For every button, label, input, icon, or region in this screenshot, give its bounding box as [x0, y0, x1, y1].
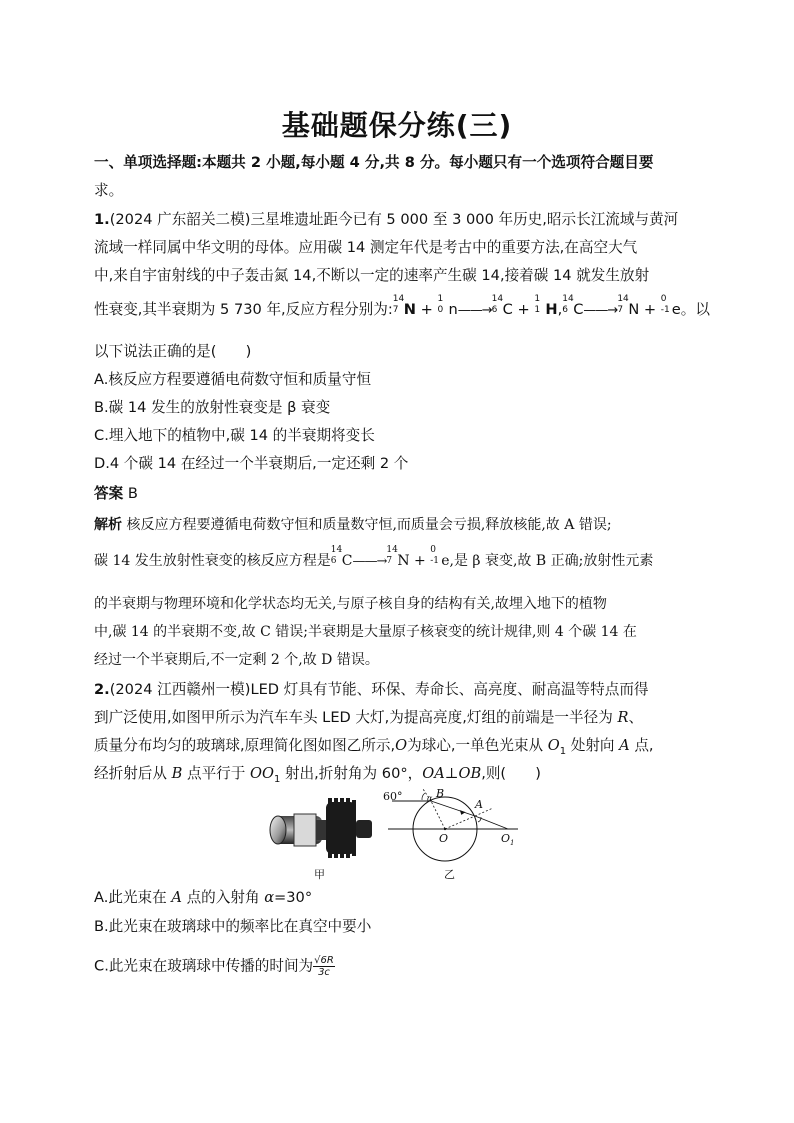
decay-equation: 14 6 C——→ 14 7 N + 0 -1 e — [330, 545, 450, 569]
led-headlight-image — [268, 790, 380, 860]
q2-line4: 经折射后从 B 点平行于 $OO_1$ 射出,折射角为 60°，OA⊥OB,则( ) — [94, 765, 541, 785]
q1-analysis-line5: 经过一个半衰期后,不一定剩 2 个,故 D 错误。 — [94, 652, 379, 668]
q1-line3: 中,来自宇宙射线的中子轰击氮 14,不断以一定的速率产生碳 14,接着碳 14 就发生放射 — [94, 267, 650, 284]
figure-yi-label: 乙 — [444, 868, 455, 881]
section-heading-line1: 一、单项选择题:本题共 2 小题,每小题 4 分,共 8 分。每小题只有一个选项符合题目要 — [94, 154, 654, 171]
alpha-label-small: α — [427, 794, 433, 803]
q1-option-d: D.4 个碳 14 在经过一个半衰期后,一定还剩 2 个 — [94, 455, 409, 472]
q2-source: (2024 江西赣州一模) — [109, 681, 251, 698]
q1-text-1: 三星堆遗址距今已有 5 000 至 3 000 年历史,昭示长江流域与黄河 — [250, 211, 679, 228]
q1-line1 — [94, 210, 678, 230]
q1-analysis-line4: 中,碳 14 的半衰期不变,故 C 错误;半衰期是大量原子核衰变的统计规律,则 4 个碳 14 在 — [94, 624, 637, 640]
reaction-equations: 14 7 N + 1 0 n——→ 14 6 C + 1 1 H, 14 6 C——→ 14 7 N + 0 -1 e — [392, 294, 681, 318]
section-heading-line2: 求。 — [94, 182, 124, 199]
q2-line2: 到广泛使用,如图甲所示为汽车车头 LED 大灯,为提高亮度,灯组的前端是一半径为 R、 — [94, 709, 644, 726]
point-b-label: B — [436, 787, 445, 800]
q1-option-c: C.埋入地下的植物中,碳 14 的半衰期将变长 — [94, 427, 375, 444]
angle-60-label: 60° — [383, 790, 403, 803]
answer-value: B — [127, 485, 138, 502]
q1-option-a: A.核反应方程要遵循电荷数守恒和质量守恒 — [94, 371, 372, 388]
answer-label: 答案 — [94, 485, 124, 502]
point-o1-label: $O_1$ — [501, 832, 515, 848]
q1-line4 — [94, 294, 710, 321]
time-fraction: $\frac{√6R}{3c}$ — [314, 955, 334, 978]
q2-line1: 2.(2024 江西赣州一模)LED 灯具有节能、环保、寿命长、高亮度、耐高温等特点而得 — [94, 681, 649, 698]
q1-analysis-line2: 碳 14 发生放射性衰变的核反应方程是 14 6 C——→ 14 7 N + 0 -1 e,是 β 衰变,故 B 正确;放射性元素 — [94, 545, 654, 569]
q1-text-4: 性衰变,其半衰期为 5 730 年,反应方程分别为: — [94, 301, 393, 318]
q1-line2: 流域一样同属中华文明的母体。应用碳 14 测定年代是考古中的重要方法,在高空大气 — [94, 239, 638, 256]
q1-source: (2024 广东韶关二模) — [109, 211, 251, 228]
figure-jia-label: 甲 — [314, 868, 325, 881]
page-title: 基础题保分练(三) — [281, 109, 513, 142]
q2-line3: 质量分布均匀的玻璃球,原理简化图如图乙所示,O为球心,一单色光束从 $O_1$ 处射向 A 点, — [94, 737, 654, 757]
q1-analysis-line1: 解析 核反应方程要遵循电荷数守恒和质量数守恒,而质量会亏损,释放核能,故 A 错误; — [94, 517, 612, 533]
q2-option-c: C.此光束在玻璃球中传播的时间为 $\frac{√6R}{3c}$ — [94, 955, 334, 978]
q2-option-b: B.此光束在玻璃球中的频率比在真空中要小 — [94, 918, 372, 935]
q2-number: 2. — [94, 681, 110, 698]
analysis-label: 解析 — [94, 517, 122, 533]
q1-answer — [94, 484, 138, 504]
q1-option-b: B.碳 14 发生的放射性衰变是 β 衰变 — [94, 399, 331, 416]
point-o-label: O — [439, 832, 449, 845]
q1-text-4-end: 。以 — [680, 301, 710, 318]
q1-analysis-line3: 的半衰期与物理环境和化学状态均无关,与原子核自身的结构有关,故埋入地下的植物 — [94, 596, 607, 612]
q1-number: 1. — [94, 211, 110, 228]
q2-option-a: A.此光束在 A 点的入射角 α=30° — [94, 889, 313, 906]
point-a-label: A — [475, 798, 483, 811]
q1-line5: 以下说法正确的是( ) — [94, 343, 252, 360]
